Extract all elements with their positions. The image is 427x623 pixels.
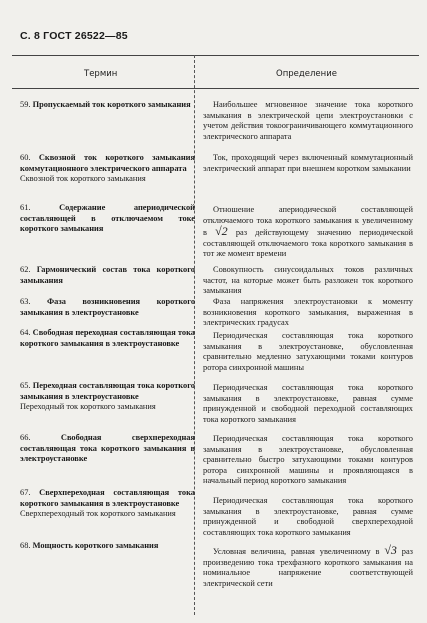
definition-63: Фаза напряжения электроустановки к моменту возникновения короткого замыкания, выраженная в электрических градусах	[203, 297, 413, 327]
definition-65: Периодическая составляющая тока короткого замыкания в электроустановке, равная сумме принужденной и свободной переходной составляющих тока короткого замыкания	[203, 383, 413, 424]
term-number: 59.	[20, 100, 31, 109]
column-header-term: Термин	[84, 69, 118, 79]
term-synonym: Сквозной ток короткого замыкания	[20, 174, 146, 183]
term-synonym: Переходный ток короткого замыкания	[20, 402, 156, 411]
table-head-rule	[12, 88, 419, 89]
term-text: Сквозной ток короткого замыкания коммутационного электрического аппарата	[20, 153, 196, 173]
sqrt-two-symbol: √2	[215, 224, 228, 238]
definition-text: раз произведению тока трехфазного короткого замыкания на номинальное напряжение соответствующей электрической сети	[203, 547, 413, 588]
term-number: 64.	[20, 328, 31, 337]
term-text: Фаза возникновения короткого замыкания в электроустановке	[20, 297, 196, 317]
definition-text: Условная величина, равная увеличенному в	[213, 547, 380, 556]
page-header: С. 8 ГОСТ 26522—85	[20, 30, 128, 42]
term-text: Свободная переходная составляющая тока короткого замыкания в электроустановке	[20, 328, 195, 348]
term-64	[20, 328, 195, 349]
term-66	[20, 433, 195, 465]
term-text: Свободная сверхпереходная составляющая тока короткого замыкания в электроустановке	[20, 433, 195, 463]
term-text: Содержание апериодической составляющей в отключаемом токе короткого замыкания	[20, 203, 195, 233]
table-top-rule	[12, 55, 419, 56]
definition-text: Отношение апериодической составляющей отключаемого тока короткого замыкания к увеличенному в	[203, 205, 413, 237]
term-67	[20, 488, 195, 520]
term-number: 61.	[20, 203, 31, 212]
term-number: 66.	[20, 433, 31, 442]
term-68	[20, 541, 195, 552]
term-number: 67.	[20, 488, 31, 497]
term-text: Переходная составляющая тока короткого замыкания в электроустановке	[20, 381, 195, 401]
term-synonym: Сверхпереходный ток короткого замыкания	[20, 509, 176, 518]
term-number: 60.	[20, 153, 31, 162]
term-62	[20, 265, 195, 286]
column-header-definition: Определение	[276, 69, 337, 79]
term-text: Сверхпереходная составляющая тока короткого замыкания в электроустановке	[20, 488, 195, 508]
term-63	[20, 297, 195, 318]
term-number: 62.	[20, 265, 31, 274]
term-text: Пропускаемый ток короткого замыкания	[32, 100, 191, 109]
term-61	[20, 203, 195, 235]
definition-66: Периодическая составляющая тока короткого замыкания в электроустановке, обусловленная сравнительно быстро затухающими токами контуров ротора синхронной машины и проявляющаяся в начальный период короткого замыкания	[203, 434, 413, 485]
definition-68	[203, 545, 413, 589]
definition-61	[203, 205, 413, 260]
term-number: 63.	[20, 297, 31, 306]
definition-62: Совокупность синусоидальных токов различных частот, на которые может быть разложен ток короткого замыкания	[203, 265, 413, 295]
definition-text: раз действующему значению периодической составляющей отключаемого тока короткого замыкания в тот же момент времени	[203, 228, 414, 258]
term-65	[20, 381, 195, 413]
terms-table	[12, 55, 419, 615]
term-text: Мощность короткого замыкания	[32, 541, 159, 550]
definition-67: Периодическая составляющая тока короткого замыкания в электроустановке, равная сумме принужденной и свободной сверхпереходной составляющих тока короткого замыкания	[203, 496, 413, 537]
term-59	[20, 100, 195, 111]
term-text: Гармонический состав тока короткого замыкания	[20, 265, 195, 285]
definition-59: Наибольшее мгновенное значение тока короткого замыкания в электрической цепи электроустановки с учетом действия токоограничивающего коммутационного электрического аппарата	[203, 100, 413, 141]
definition-60: Ток, проходящий через включенный коммутационный электрический аппарат при внешнем коротком замыкании	[203, 153, 413, 173]
sqrt-three-symbol: √3	[384, 543, 397, 557]
term-60	[20, 153, 195, 185]
term-number: 65.	[20, 381, 31, 390]
term-number: 68.	[20, 541, 31, 550]
definition-64: Периодическая составляющая тока короткого замыкания в электроустановке, обусловленная сравнительно медленно затухающими токами контуров ротора синхронной машины	[203, 331, 413, 372]
